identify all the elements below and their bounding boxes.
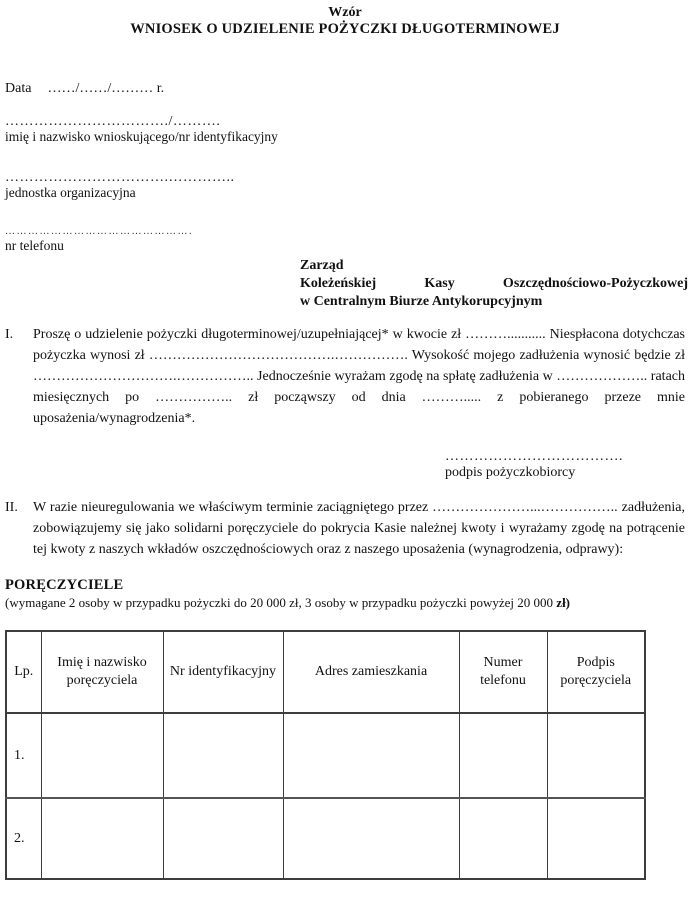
guarantor-row-1 bbox=[6, 713, 645, 798]
organizational-unit-fill-line[interactable]: …………………………….………….. bbox=[5, 170, 235, 185]
row-2-address-cell[interactable] bbox=[283, 798, 459, 879]
addressee-block bbox=[300, 257, 688, 311]
column-header-guarantor-name: Imię i nazwisko poręczyciela bbox=[41, 631, 163, 713]
column-header-lp: Lp. bbox=[6, 631, 41, 713]
addressee-line-3: w Centralnym Biurze Antykorupcyjnym bbox=[300, 294, 543, 309]
applicant-fill-line[interactable]: ……………………………./………. bbox=[5, 114, 221, 129]
column-header-id-number: Nr identyfikacyjny bbox=[163, 631, 283, 713]
row-2-phone-number-cell[interactable] bbox=[459, 798, 547, 879]
guarantors-note-bold-text: zł) bbox=[556, 595, 571, 610]
guarantors-heading: PORĘCZYCIELE bbox=[5, 577, 124, 593]
document-tag: Wzór bbox=[328, 5, 362, 20]
row-2-guarantor-signature-cell[interactable] bbox=[547, 798, 645, 879]
document-title: WNIOSEK O UDZIELENIE POŻYCZKI DŁUGOTERMINOWEJ bbox=[130, 21, 560, 37]
phone-field bbox=[5, 226, 685, 253]
borrower-signature-fill-line[interactable]: ………………………………. bbox=[445, 449, 623, 464]
row-1-guarantor-signature-cell[interactable] bbox=[547, 713, 645, 798]
organizational-unit-label: jednostka organizacyjna bbox=[5, 185, 136, 200]
borrower-signature-block bbox=[445, 449, 685, 481]
row-1-id-number-cell[interactable] bbox=[163, 713, 283, 798]
borrower-signature-label: podpis pożyczkobiorcy bbox=[445, 465, 576, 480]
date-field bbox=[5, 81, 685, 97]
addressee-line-1: Zarząd bbox=[300, 258, 344, 273]
organizational-unit-field bbox=[5, 170, 685, 200]
date-fill-line[interactable]: ……/……/……… r. bbox=[47, 81, 165, 96]
row-1-address-cell[interactable] bbox=[283, 713, 459, 798]
phone-label: nr telefonu bbox=[5, 238, 64, 253]
column-header-address: Adres zamieszkania bbox=[283, 631, 459, 713]
section-2-paragraph bbox=[5, 497, 685, 560]
row-1-lp: 1. bbox=[6, 713, 41, 798]
column-header-phone-number: Numer telefonu bbox=[459, 631, 547, 713]
column-header-guarantor-signature: Podpis poręczyciela bbox=[547, 631, 645, 713]
applicant-field bbox=[5, 114, 685, 144]
addressee-line-2: Koleżeńskiej Kasy Oszczędnościowo-Pożyczkowej bbox=[300, 276, 688, 291]
guarantors-note bbox=[5, 595, 685, 610]
guarantors-note-text: (wymagane 2 osoby w przypadku pożyczki do 20 000 zł, 3 osoby w przypadku pożyczki powyżej 20 000 bbox=[5, 595, 557, 610]
row-2-lp: 2. bbox=[6, 798, 41, 879]
section-2-numeral: II. bbox=[5, 500, 18, 515]
section-1-text: Proszę o udzielenie pożyczki długoterminowej/uzupełniającej* w kwocie zł ………........... Niespłacona dotychczas pożyczka wynosi zł ………………………………….……………. Wysokość mojego zadłużenia wynosić będzie zł ………………………….…………….. Jednocześnie wyrażam zgodę na spłatę zadłużenia w ……………….. ratach miesięcznych po …………….. zł począwszy od dnia ………..... z pobieranego przeze mnie uposażenia/wynagrodzenia*. bbox=[33, 327, 685, 426]
date-label: Data bbox=[5, 81, 32, 96]
section-1-paragraph bbox=[5, 324, 685, 429]
section-2-text: W razie nieuregulowania we właściwym terminie zaciągniętego przez …………………...…………….. zadłużenia, zobowiązujemy się jako solidarni poręczyciele do pokrycia Kasie należnej kwoty i wyrażamy zgodę na potrącenie tej kwoty z naszych wkładów oszczędnościowych oraz z naszego uposażenia (wynagrodzenia, odprawy): bbox=[33, 500, 685, 557]
guarantor-row-2 bbox=[6, 798, 645, 879]
row-1-guarantor-name-cell[interactable] bbox=[41, 713, 163, 798]
applicant-label: imię i nazwisko wnioskującego/nr identyfikacyjny bbox=[5, 129, 278, 144]
guarantors-table-header-row bbox=[6, 631, 645, 713]
guarantors-table bbox=[5, 630, 646, 880]
section-1-numeral: I. bbox=[5, 327, 14, 342]
row-2-id-number-cell[interactable] bbox=[163, 798, 283, 879]
phone-fill-line[interactable]: …………………………………………. bbox=[5, 226, 193, 237]
row-2-guarantor-name-cell[interactable] bbox=[41, 798, 163, 879]
row-1-phone-number-cell[interactable] bbox=[459, 713, 547, 798]
